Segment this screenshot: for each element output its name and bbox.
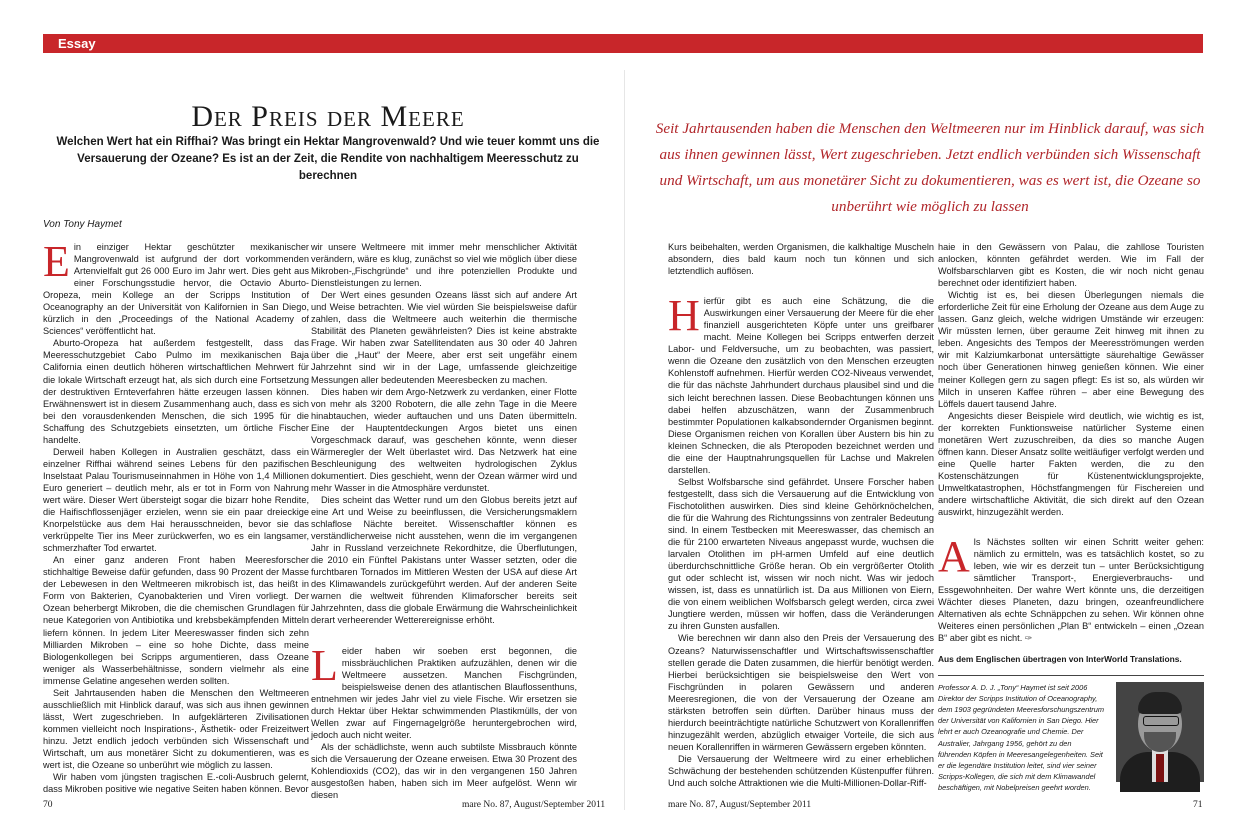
paragraph-text: Die Versauerung der Weltmeere wird zu einer erheblichen Schwächung der bestehenden schützenden Küstenpuffer führen. Und auch solche Attraktionen wie die Multi-Millionen-Dollar-Riff- (668, 753, 934, 789)
section-gap (938, 518, 1204, 536)
portrait-tie (1156, 754, 1164, 782)
paragraph-text: Als der schädlichste, wenn auch subtilste Missbrauch könnte sich die Versauerung der Ozeane erweisen. Etwa 30 Prozent des Kohlendioxids (CO2), das wir in den vergangenen 150 Jahren ausgestoßen haben, haben sich im Meer aufgelöst. Wenn wir diesen (311, 741, 577, 801)
body-paragraph (668, 291, 934, 476)
text-column-4 (938, 241, 1204, 793)
drop-cap: L (311, 640, 338, 690)
paragraph-text: Dies haben wir dem Argo-Netzwerk zu verdanken, einer Flotte von mehr als 3200 Robotern, die alle zehn Tage in die Meere hinabtauchen, wieder auftauchen und uns Daten übermitteln. Eine der Hauptentdeckungen Argos bietet uns einen Vorgeschmack darauf, was geschehen könnte, wenn dieser Wärmeregler der Welt überlastet wird. Das Netzwerk hat eine Beschleunigung des weltweiten hydrologischen Zyklus dokumentiert. Dies geschieht, wenn der Ozean wärmer wird und mehr Wasser in die Atmosphäre verdunstet. (311, 386, 577, 493)
paragraph-text: wir unsere Weltmeere mit immer mehr menschlicher Aktivität verändern, wäre es klug, zunächst so viel wie möglich über diese Mikroben-„Fischgründe“ und ihre potenziellen Produkte und Dienstleistungen zu lernen. (311, 242, 577, 289)
portrait-glasses (1143, 716, 1179, 726)
magazine-issue-right: mare No. 87, August/September 2011 (668, 800, 812, 810)
paragraph-text: haie in den Gewässern von Palau, die zahllose Touristen anlocken, könnten gefährdet werden. Wie im Fall der Wolfsbarschlarven gibt es Kosten, die wir noch nicht genau berechnet oder identifiziert haben. (938, 242, 1204, 289)
page-gutter (624, 70, 625, 810)
page-number-left: 70 (43, 800, 53, 810)
section-bar (43, 34, 1203, 53)
paragraph-text: Wie berechnen wir dann also den Preis der Versauerung des Ozeans? Naturwissenschaftler und Wirtschaftswissenschaftler stellen gerade die Daten zusammen, die hierfür benötigt werden. Hierbei berücksichtigen sie beispielsweise den Wert von Fischgründen in polaren Gewässern und anderen Meeresregionen, die von der Versauerung der Ozeane am stärksten betroffen sein dürften. Darüber hinaus muss der hierdurch beeinträchtigte natürliche Schutzwert von Korallenriffen hinzugezählt werden, abzüglich etwaiger Vorteile, die sich aus neuen Korallenriffen in wärmeren Gewässern ergeben könnten. (668, 633, 934, 752)
paragraph-text: Der Wert eines gesunden Ozeans lässt sich auf andere Art und Weise betrachten. Wie viel würden Sie beispielsweise dafür zahlen, dass die Weltmeere auch weiterhin die thermische Stabilität des Planeten gewährleisten? Dies ist keine abstrakte Frage. Wir haben zwar Satellitendaten aus 30 oder 40 Jahren über die „Haut“ der Meere, aber erst seit ungefähr einem Jahrzehnt sind wir in der Lage, umfassende gleichzeitige Messungen aller bedeutenden Meeresbecken zu machen. (311, 290, 577, 385)
section-gap (668, 277, 934, 295)
body-paragraph (938, 410, 1204, 518)
body-paragraph (43, 771, 309, 795)
portrait-hair (1138, 692, 1182, 714)
body-paragraph (668, 241, 934, 277)
end-mark-icon: ✑ (1022, 633, 1033, 644)
byline: Von Tony Haymet (43, 219, 122, 230)
paragraph-text: eider haben wir soeben erst begonnen, die missbräuchlichen Praktiken aufzuzählen, denen wir die Weltmeere aussetzen. Manchen Fischgründen, beispielsweise denen des atlantischen Blauflossenthuns, entnehmen wir jedes Jahr viel zu viele Fische. Wir ersetzen sie durch Hektar über Hektar schwimmenden Plastikmülls, der von Wellen zwar auf Fingernagelgröße heruntergebrochen wird, jedoch auch nicht weiter. (311, 645, 577, 740)
body-paragraph (938, 532, 1204, 644)
page-number-right: 71 (1193, 800, 1203, 810)
paragraph-text: An einer ganz anderen Front haben Meeresforscher stichhaltige Beweise dafür gefunden, dass 90 Prozent der Masse der Lebewesen in den Weltmeeren mikrobisch ist, das heißt in Form von Bakterien, Cyanobakterien und Viren vorliegt. Der Ozean beherbergt Mikroben, die die chemischen Grundlagen für neue Kategorien von Antibiotika und krebsbekämpfenden Mitteln liefern können. In jedem Liter Meereswasser finden sich zehn Milliarden Mikroben – eine so hohe Dichte, dass meine Biologenkollegen bei Scripps argumentieren, dass Ozeane weniger als Wasserbehältnisse, sondern vielmehr als eine immense Gelatine angesehen werden sollten. (43, 555, 309, 686)
author-bio (938, 675, 1204, 793)
pull-quote: Seit Jahrtausenden haben die Menschen den Weltmeeren nur im Hinblick darauf, was sich aus ihnen gewinnen lässt, Wert zugeschrieben. Jetzt endlich verbünden sich Wissenschaft und Wirtschaft, um aus monetärer Sicht zu dokumentieren, was es wert ist, die Ozeane so unberührt wie möglich zu lassen (655, 120, 1205, 215)
paragraph-text: Derweil haben Kollegen in Australien geschätzt, dass ein einzelner Riffhai während seines Lebens für den pazifischen Inselstaat Palau Tourismuseinnahmen in Höhe von 1,4 Millionen Euro generiert – deutlich mehr, als er tot in Form von Nahrung wert wäre. Dieser Wert übersteigt sogar die bizarr hohe Rendite, die Haifischflossenjäger erzielen, wenn sie ein paar dreieckige Knorpelstücke aus dem Hai herausschneiden, bevor sie das verkrüppelte Tier ins Meer zurückwerfen, wo es ein langsamer, schmerzhafter Tod erwartet. (43, 446, 309, 554)
body-paragraph (668, 632, 934, 752)
paragraph-text: Wichtig ist es, bei diesen Überlegungen niemals die erforderliche Zeit für eine Erholung der Ozeane aus dem Auge zu lassen. Ganz gleich, welche widrigen Umstände wir erzeugen: Wir müssten lernen, über geraume Zeit hinweg mit ihnen zu leben. Angesichts des Tempos der Meeresströmungen werden wir mit Kalziumkarbonat untersättigte säurehaltige Gewässer noch über Generationen hinweg genießen können. Wie einer meiner Kollegen gern zu sagen pflegt: Es ist so, als würden wir Milch in unseren Kaffee rühren – aber eine Bewegung des Löffels dauert tausend Jahre. (938, 290, 1204, 409)
author-bio-text: Professor A. D. J. „Tony“ Haymet ist seit 2006 Direktor der Scripps Institution of Oceanography, dem 1903 gegründeten Meeresforschungszentrum der Universität von Kalifornien in San Diego. Hier lehrt er auch Ozeanografie und Chemie. Der Australier, Jahrgang 1956, gehört zu den führenden Köpfen in Meeresangelegenheiten. Seit er die legendäre Institution leitet, sind vier seiner Scripps-Kollegen, die sich mit dem Klimawandel beschäftigen, mit Nobelpreisen geehrt worden. (938, 682, 1104, 793)
body-paragraph (668, 753, 934, 789)
body-paragraph (938, 241, 1204, 289)
body-paragraph (311, 494, 577, 627)
paragraph-text: in einziger Hektar geschützter mexikanischer Mangrovenwald ist aufgrund der dort vorkommenden Artenvielfalt gut 26 000 Euro im Jahr wert. Dies geht aus einer Forschungsstudie hervor, die Octavio Aburto-Oropeza, mein Kollege an der Scripps Institution of Oceanography an der Universität von Kalifornien in San Diego, kürzlich in den „Proceedings of the National Academy of Sciences“ veröffentlicht hat. (43, 242, 309, 337)
body-paragraph (43, 337, 309, 445)
body-paragraph (938, 289, 1204, 409)
translation-credit: Aus dem Englischen übertragen von InterWorld Translations. (938, 653, 1182, 664)
body-paragraph (311, 741, 577, 801)
drop-cap: A (938, 532, 970, 582)
text-column-1 (43, 237, 309, 795)
article-subtitle: Welchen Wert hat ein Riffhai? Was bringt ein Hektar Mangrovenwald? Und wie teuer kommt uns die Versauerung der Ozeane? Es ist an der Zeit, die Rendite von nachhaltigem Meeresschutz zu berechnen (56, 136, 600, 182)
text-column-3 (668, 241, 934, 789)
paragraph-text: Angesichts dieser Beispiele wird deutlich, wie wichtig es ist, der korrekten Funktionsweise natürlicher Systeme einen monetären Wert zuzuschreiben, da dies so manche Augen öffnen kann. Dieser Ansatz sollte weitläufiger verfolgt werden und eine Quelle harter Fakten werden, die zu den Kostenschätzungen für Küstenentwicklungsprojekte, Umweltkatastrophen, Höchstfangmengen für Fischereien und andere wirtschaftliche Aktivität, die sich direkt auf den Ozean auswirkt, hinzugezählt werden. (938, 410, 1204, 518)
author-photo (1116, 682, 1204, 782)
paragraph-text: Aburto-Oropeza hat außerdem festgestellt, dass das Meeresschutzgebiet Cabo Pulmo im mexikanischen Baja California einen deutlich höheren wirtschaftlichen Mehrwert für die lokale Wirtschaft erzeugt hat, als sich durch eine Fortsetzung der destruktiven Ernteverfahren hätte erzeugen lassen können. Erwähnenswert ist in diesem Zusammenhang auch, dass es sich bei den vorausdenkenden Menschen, die sich 1995 für die Schaffung des Schutzgebiets einsetzten, um örtliche Fischer handelte. (43, 338, 309, 445)
paragraph-text: Selbst Wolfsbarsche sind gefährdet. Unsere Forscher haben festgestellt, dass sich die Versauerung auf die Entwicklung von Fischotolithen auswirken. Dies sind kleine Gehörknöchelchen, die für die Wahrung des Richtungssinns von zentraler Bedeutung sind. In einem Testbecken mit Meereswasser, das chemisch an die für 2100 erwarteten Niveaus angepasst wurde, wuchsen die larvalen Otolithen im pH-armen Umfeld auf eine deutlich überdurchschnittliche Größe heran. Ob ein vergrößerter Otolith gut oder schlecht ist, wissen wir noch nicht. Was wir jedoch wissen, ist, dass es unnatürlich ist. Da aus Millionen von Eiern, die von einem weiblichen Wolfsbarsch gelegt werden, circa zwei Jungtiere werden, müssen wir hoffen, dass die Veränderungen zu ihren Gunsten ausfallen. (668, 476, 934, 632)
section-label: Essay (58, 36, 96, 51)
body-paragraph (311, 386, 577, 494)
body-paragraph (311, 241, 577, 289)
section-gap (311, 627, 577, 645)
body-paragraph (43, 446, 309, 554)
paragraph-text: ls Nächstes sollten wir einen Schritt weiter gehen: nämlich zu ermitteln, was es tatsächlich kostet, so zu leben, wie wir es derzeit tun – unter Berücksichtigung sämtlicher Transport-, Energieverbrauchs- und Essgewohnheiten. Der wahre Wert könnte uns, die derzeitigen Wächter dieses Planeten, dazu bringen, ozeanfreundlichere Alternativen als echte Schnäppchen zu sehen. Wir können ohne Weiteres einen persönlichen „Plan B“ entwickeln – einen „Ozean B“ aber gibt es nicht. (938, 537, 1204, 644)
body-paragraph (311, 289, 577, 385)
paragraph-text: ierfür gibt es auch eine Schätzung, die die Auswirkungen einer Versauerung der Meere für die eher finanziell ausgerichteten Köpfe unter uns greifbarer macht. Meine Kollegen bei Scripps entwerfen derzeit Labor- und Feldversuche, um zu beobachten, was passiert, wenn die Ozeane den zusätzlich von den Menschen erzeugten Kohlenstoff aufnehmen. Hierfür werden CO2-Niveaus verwendet, die für das nächste Jahrhundert durchaus plausibel sind und die sich leicht berechnen lassen. Diese Beobachtungen können uns dabei helfen abzuschätzen, wann der Zusammenbruch bestimmter Populationen kalkabsondernder Organismen beginnt. Diese Organismen reichen von Korallen über Austern bis hin zu kleinen Schnecken, die als Pteropoden bezeichnet werden und die eine der Hauptnahrungsquellen für Lachse und Makrelen darstellen. (668, 296, 934, 475)
body-paragraph (43, 687, 309, 771)
magazine-issue-left: mare No. 87, August/September 2011 (462, 800, 606, 810)
body-paragraph (43, 237, 309, 337)
paragraph-text: Seit Jahrtausenden haben die Menschen den Weltmeeren ausschließlich mit Hinblick darauf, was sich aus ihnen gewinnen lässt, Wert zugeschrieben. In aufgeklärteren Zivilisationen kommen vielleicht noch Inspirations-, Ästhetik- oder Freizeitwert hinzu. Jetzt endlich jedoch verbünden sich Wissenschaft und Wirtschaft, um aus monetärer Sicht zu dokumentieren, was es wert ist, die Ozeane so unberührt wie möglich zu lassen. (43, 687, 309, 771)
body-paragraph (668, 476, 934, 633)
drop-cap: E (43, 237, 70, 286)
article-title: Der Preis der Meere (191, 100, 465, 133)
body-paragraph (43, 554, 309, 687)
drop-cap: H (668, 291, 700, 341)
body-paragraph (311, 640, 577, 741)
paragraph-text: Wir haben vom jüngsten tragischen E.-coli-Ausbruch gelernt, dass Mikroben positive wie negative Seiten haben können. Bevor (43, 772, 309, 795)
paragraph-text: Kurs beibehalten, werden Organismen, die kalkhaltige Muscheln absondern, dies bald kaum noch tun können und sich letztendlich auflösen. (668, 242, 934, 277)
text-column-2 (311, 241, 577, 801)
paragraph-text: Dies scheint das Wetter rund um den Globus bereits jetzt auf eine Art und Weise zu beeinflussen, die Versicherungsmaklern schlaflose Nächte bereitet. Wissenschaftler können es verständlicherweise nicht ausstehen, wenn die im vergangenen Jahr in Russland verzeichnete Rekordhitze, die Überflutungen, die 2010 ein Fünftel Pakistans unter Wasser setzten, oder die furchtbaren Tornados im Mittleren Westen der USA auf diese Art des Klimawandels zurückgeführt werden. Auf der anderen Seite warnen die weltweit führenden Klimaforscher bereits seit Jahrzehnten, dass die globale Erwärmung die Wahrscheinlichkeit derart verheerender Wetterereignisse erhöht. (311, 494, 577, 626)
